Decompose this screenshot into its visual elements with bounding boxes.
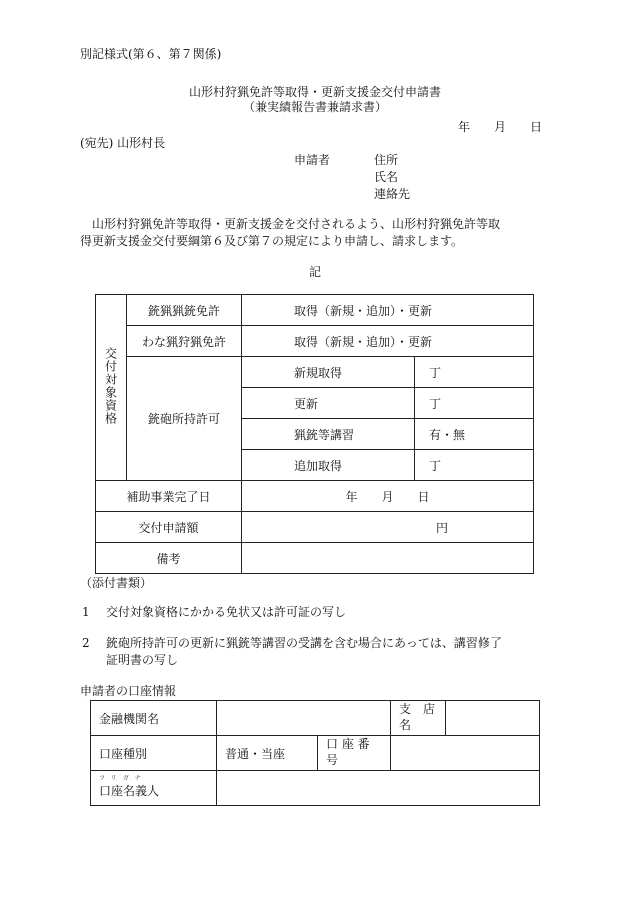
institution-value (217, 701, 391, 736)
bank-heading: 申請者の口座情報 (80, 684, 177, 698)
gun-permit-sub-label-4: 追加取得 (242, 450, 415, 481)
attachment-1-text: 交付対象資格にかかる免状又は許可証の写し (106, 605, 347, 619)
completion-date-value: 年 月 日 (242, 481, 534, 512)
account-number-value (391, 736, 540, 771)
account-holder-value (217, 771, 540, 806)
group-label: 交付対象資格 (103, 347, 118, 425)
form-id: 別記様式(第６、第７関係) (80, 47, 222, 61)
gun-permit-sub-value-2: 丁 (415, 388, 534, 419)
license-trap-value: 取得（新規・追加）・更新 (242, 326, 534, 357)
branch-label-cell (391, 701, 446, 736)
gun-permit-sub-label-3: 猟銃等講習 (242, 419, 415, 450)
gun-permit-sub-label-2: 更新 (242, 388, 415, 419)
account-type-value: 普通・当座 (217, 736, 318, 771)
branch-value (446, 701, 540, 736)
attachment-2-text-line-1: 銃砲所持許可の更新に猟銃等講習の受講を含む場合にあっては、講習修了 (106, 636, 502, 650)
main-table (95, 294, 534, 574)
body-text-line-1: 山形村狩猟免許等取得・更新支援金を交付されるよう、山形村狩猟免許等取 (92, 217, 501, 231)
account-number-label-cell (318, 736, 391, 771)
document-title: 山形村狩猟免許等取得・更新支援金交付申請書 (188, 85, 441, 99)
remarks-value (242, 543, 534, 574)
gun-permit-label: 銃砲所持許可 (127, 357, 242, 481)
attachment-2-num: 2 (82, 636, 90, 650)
body-text-line-2: 得更新支援金交付要綱第６及び第７の規定により申請し、請求します。 (80, 234, 464, 248)
gun-permit-sub-label-1: 新規取得 (242, 357, 415, 388)
license-gun-value: 取得（新規・追加）・更新 (242, 295, 534, 326)
account-number-label-line-1: 口 座 番 (326, 737, 370, 752)
account-number-label-line-2: 号 (326, 753, 339, 767)
attachment-2-text-line-2: 証明書の写し (106, 653, 179, 667)
license-trap-label: わな猟狩猟免許 (127, 326, 242, 357)
gun-permit-sub-value-1: 丁 (415, 357, 534, 388)
account-type-label: 口座種別 (91, 736, 217, 771)
remarks-label: 備考 (96, 543, 242, 574)
account-holder-label: 口座名義人 (99, 783, 160, 798)
applicant-contact-label: 連絡先 (374, 187, 411, 201)
institution-label: 金融機関名 (91, 701, 217, 736)
gun-permit-sub-value-4: 丁 (415, 450, 534, 481)
account-holder-furigana: フリガナ (99, 774, 147, 782)
applicant-address-label: 住所 (374, 153, 399, 167)
branch-label-line-1: 支 店 (399, 702, 436, 717)
attachment-1-num: 1 (82, 605, 90, 619)
account-holder-label-cell (91, 771, 217, 806)
attachments-heading: （添付書類） (80, 576, 153, 590)
gun-permit-sub-value-3: 有・無 (415, 419, 534, 450)
branch-label-line-2: 名 (399, 718, 412, 732)
amount-value: 円 (242, 512, 534, 543)
amount-label: 交付申請額 (96, 512, 242, 543)
completion-date-label: 補助事業完了日 (96, 481, 242, 512)
license-gun-label: 銃猟猟銃免許 (127, 295, 242, 326)
bank-table (90, 700, 540, 806)
group-label-cell (96, 295, 127, 481)
ki-label: 記 (308, 265, 321, 279)
applicant-label: 申請者 (294, 153, 331, 167)
document-subtitle: （兼実績報告書兼請求書） (242, 100, 387, 114)
applicant-name-label: 氏名 (374, 170, 399, 184)
addressee: (宛先) 山形村長 (80, 136, 166, 150)
date-line: 年 月 日 (458, 120, 543, 134)
